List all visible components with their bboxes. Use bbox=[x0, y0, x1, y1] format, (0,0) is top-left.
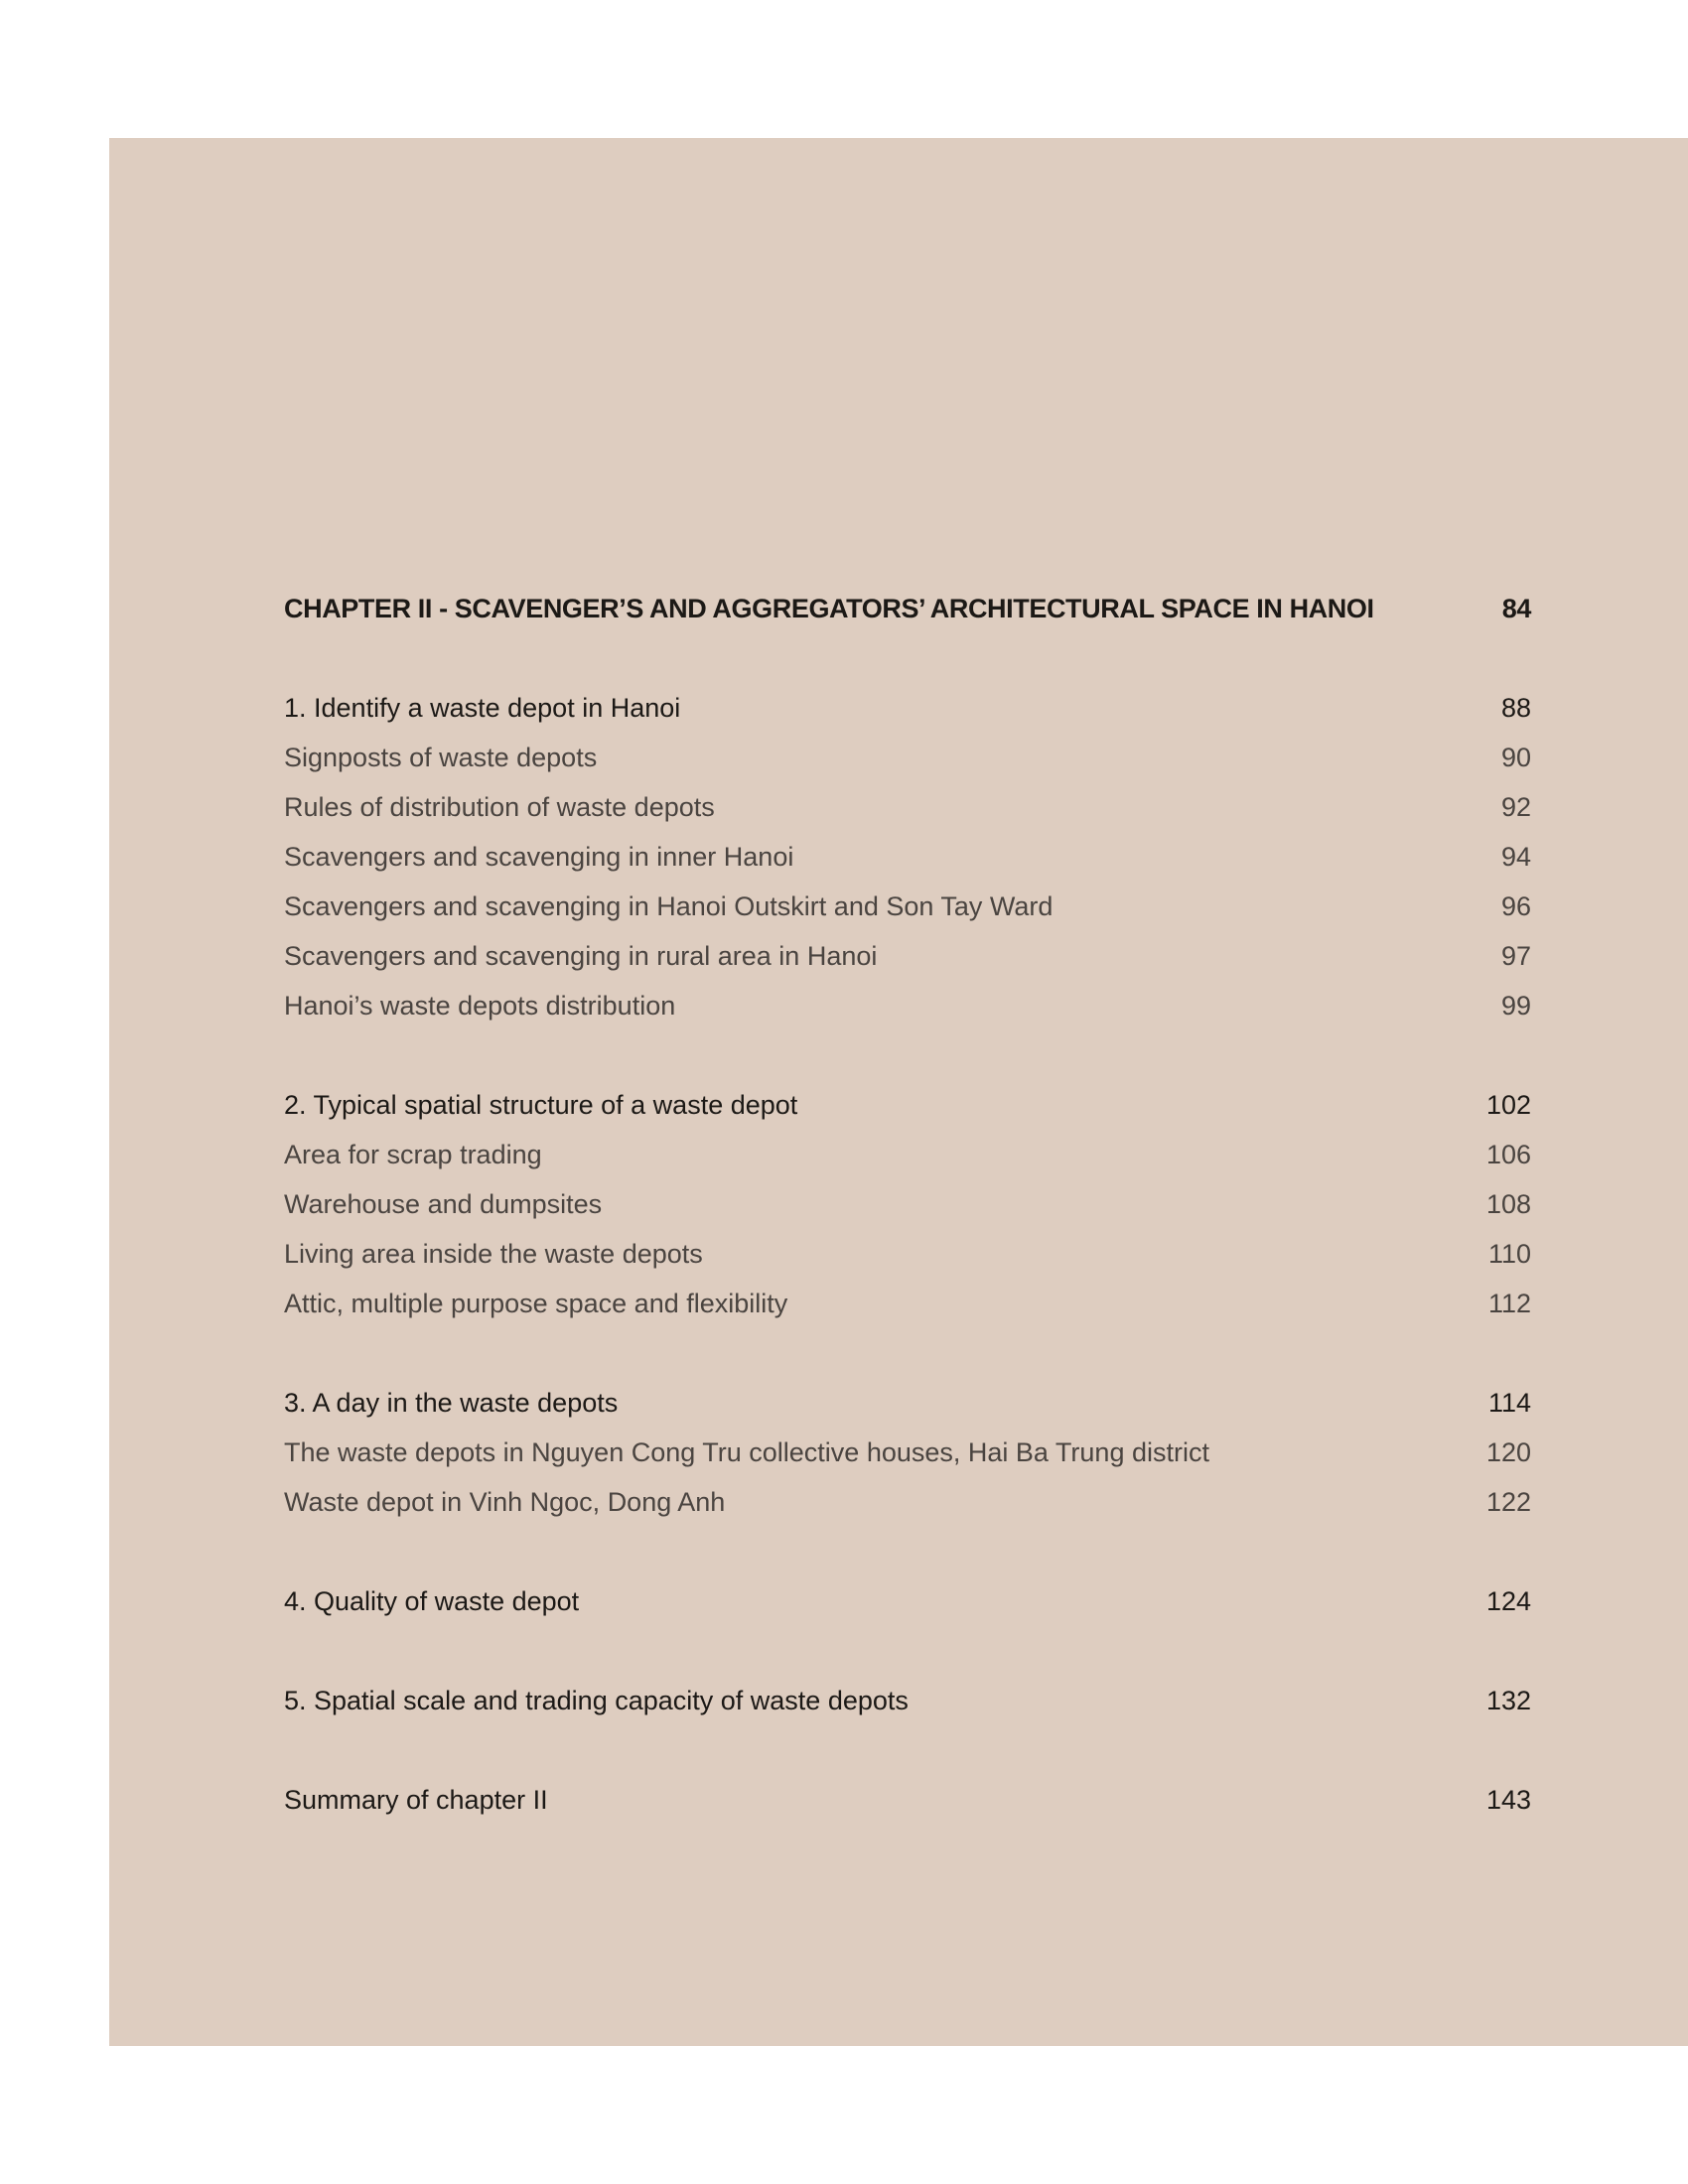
toc-subsection-row[interactable] bbox=[284, 882, 1531, 931]
toc-section-row[interactable] bbox=[284, 1378, 1531, 1428]
subsection-page-number: 99 bbox=[1500, 991, 1531, 1021]
section-title: 4. Quality of waste depot bbox=[284, 1586, 580, 1616]
table-of-contents bbox=[284, 584, 1531, 1825]
section-page-number: 124 bbox=[1485, 1586, 1531, 1616]
section-page-number: 88 bbox=[1500, 693, 1531, 723]
toc-subsection-row[interactable] bbox=[284, 1130, 1531, 1179]
toc-section-row[interactable] bbox=[284, 1576, 1531, 1626]
toc-section-row[interactable] bbox=[284, 683, 1531, 733]
section-title: 2. Typical spatial structure of a waste depot bbox=[284, 1090, 798, 1120]
toc-subsection-row[interactable] bbox=[284, 733, 1531, 782]
subsection-page-number: 108 bbox=[1485, 1189, 1531, 1219]
toc-section-row[interactable] bbox=[284, 1775, 1531, 1825]
toc-section-row[interactable] bbox=[284, 1676, 1531, 1725]
subsection-title: Hanoi’s waste depots distribution bbox=[284, 991, 676, 1021]
subsection-page-number: 122 bbox=[1485, 1487, 1531, 1517]
section-page-number: 143 bbox=[1485, 1785, 1531, 1815]
subsection-title: Signposts of waste depots bbox=[284, 743, 598, 772]
subsection-page-number: 110 bbox=[1487, 1239, 1531, 1269]
subsection-title: Scavengers and scavenging in Hanoi Outskirt and Son Tay Ward bbox=[284, 891, 1054, 921]
toc-section-row[interactable] bbox=[284, 1080, 1531, 1130]
toc-subsection-row[interactable] bbox=[284, 1279, 1531, 1328]
toc-subsection-row[interactable] bbox=[284, 782, 1531, 832]
toc-subsection-row[interactable] bbox=[284, 1229, 1531, 1279]
section-title: 5. Spatial scale and trading capacity of waste depots bbox=[284, 1686, 909, 1715]
subsection-page-number: 90 bbox=[1500, 743, 1531, 772]
toc-subsection-row[interactable] bbox=[284, 1477, 1531, 1527]
subsection-page-number: 112 bbox=[1487, 1289, 1531, 1318]
toc-subsection-row[interactable] bbox=[284, 832, 1531, 882]
subsection-page-number: 92 bbox=[1500, 792, 1531, 822]
section-page-number: 114 bbox=[1487, 1388, 1531, 1418]
subsection-page-number: 94 bbox=[1500, 842, 1531, 872]
subsection-page-number: 120 bbox=[1485, 1437, 1531, 1467]
subsection-page-number: 96 bbox=[1500, 891, 1531, 921]
section-title: Summary of chapter II bbox=[284, 1785, 548, 1815]
toc-subsection-row[interactable] bbox=[284, 981, 1531, 1030]
subsection-title: Warehouse and dumpsites bbox=[284, 1189, 603, 1219]
chapter-title: CHAPTER II - SCAVENGER’S AND AGGREGATORS’ ARCHITECTURAL SPACE IN HANOI bbox=[284, 594, 1374, 623]
subsection-page-number: 106 bbox=[1485, 1140, 1531, 1169]
chapter-page-number: 84 bbox=[1501, 594, 1531, 623]
section-title: 1. Identify a waste depot in Hanoi bbox=[284, 693, 681, 723]
section-title: 3. A day in the waste depots bbox=[284, 1388, 619, 1418]
subsection-title: Attic, multiple purpose space and flexibility bbox=[284, 1289, 788, 1318]
subsection-title: Rules of distribution of waste depots bbox=[284, 792, 715, 822]
toc-subsection-row[interactable] bbox=[284, 1179, 1531, 1229]
subsection-title: Waste depot in Vinh Ngoc, Dong Anh bbox=[284, 1487, 726, 1517]
subsection-title: Scavengers and scavenging in rural area in Hanoi bbox=[284, 941, 878, 971]
subsection-page-number: 97 bbox=[1500, 941, 1531, 971]
subsection-title: Area for scrap trading bbox=[284, 1140, 542, 1169]
chapter-heading-row[interactable] bbox=[284, 584, 1531, 633]
subsection-title: The waste depots in Nguyen Cong Tru collective houses, Hai Ba Trung district bbox=[284, 1437, 1209, 1467]
toc-subsection-row[interactable] bbox=[284, 931, 1531, 981]
subsection-title: Living area inside the waste depots bbox=[284, 1239, 703, 1269]
section-page-number: 102 bbox=[1485, 1090, 1531, 1120]
toc-subsection-row[interactable] bbox=[284, 1428, 1531, 1477]
subsection-title: Scavengers and scavenging in inner Hanoi bbox=[284, 842, 794, 872]
section-page-number: 132 bbox=[1485, 1686, 1531, 1715]
